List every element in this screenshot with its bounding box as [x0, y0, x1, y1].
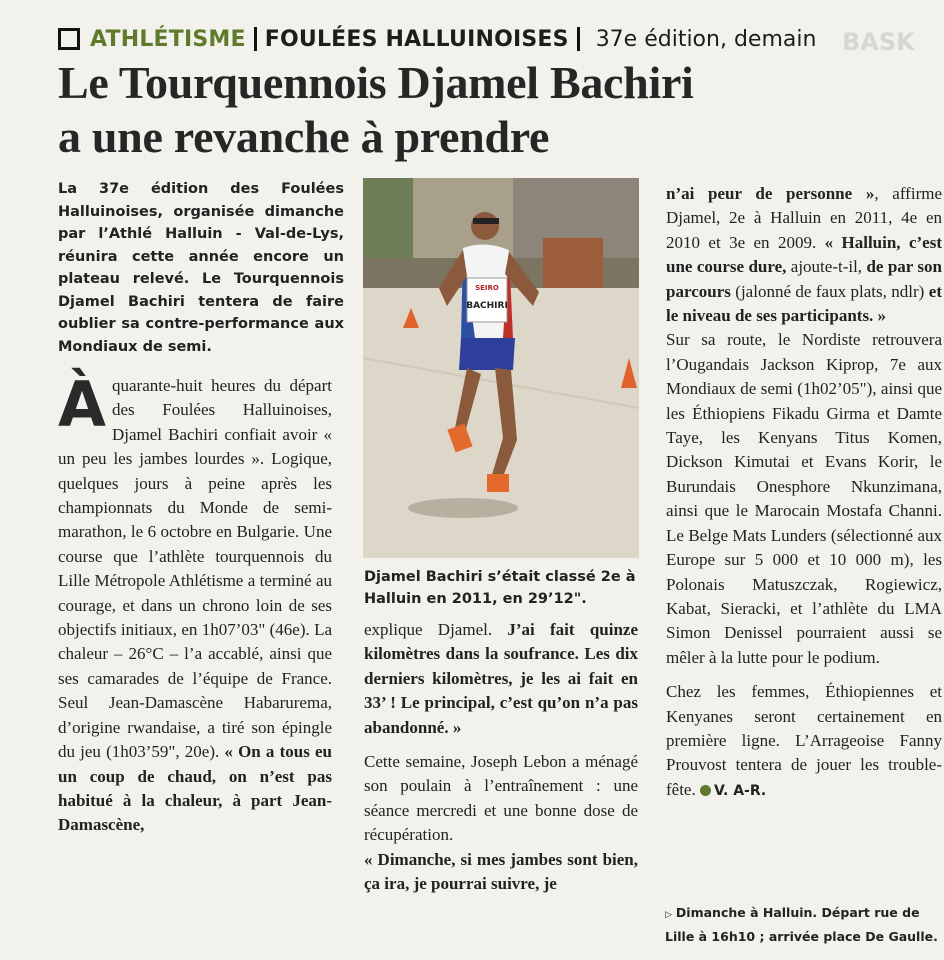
- body-text: ajoute-t-il,: [786, 257, 867, 277]
- drop-cap: À: [58, 368, 106, 441]
- section-square-icon: [58, 28, 80, 50]
- body-text: quarante-huit heures du départ des Foulées Halluinoises, Djamel Bachiri confiait avoir: [111, 376, 332, 444]
- quote-text: J’ai fait quinze kilomètres dans la soufrance. Les dix derniers kilomètres, je les ai fait en 33’ ! Le principal, c’est qu’on n’a pas abandonné. »: [364, 620, 638, 737]
- quote-text: et le niveau de ses participants. »: [666, 281, 942, 326]
- quote-text: « Halluin, c’est une course dure,: [666, 232, 942, 277]
- topic-label: FOULÉES HALLUINOISES: [264, 26, 569, 52]
- body-text: (jalonné de faux plats, ndlr): [730, 281, 929, 301]
- body-column-3: [666, 182, 942, 803]
- photo-runner: [363, 178, 639, 558]
- body-text: Cette semaine, Joseph Lebon a ménagé son poulain à l’entraînement : une séance mercredi et une bonne dose de récupération.: [364, 752, 638, 845]
- section-kicker: [58, 24, 816, 54]
- quote-text: « On a tous eu un coup de chaud, on n’est pas habitué à la chaleur, à part Jean-Damascène,: [58, 742, 332, 835]
- kicker-separator: [254, 27, 257, 51]
- body-text: . Logique, quelques jours à peine après les championnats du Monde de semi-marathon, le 6 octobre en Bulgarie. Une course que l’athlète tourquennois du Lille Métropole Athlétisme a terminé au courage, et dans un chrono loin de ses objectifs initiaux, en 1h07’03" (46e). La chaleur – 26°C – l’a accablé, ainsi que ses camarades de l’équipe de France. Seul Jean-Damascène Habarurema, d’origine rwandaise, a tiré son épingle du jeu (1h03’59", 20e).: [58, 449, 332, 762]
- signature-bullet-icon: [700, 785, 711, 796]
- body-column-1: [58, 368, 332, 838]
- quote-text: de par son parcours: [666, 257, 942, 301]
- section-label: ATHLÉTISME: [90, 26, 246, 52]
- author-signature: V. A-R.: [713, 782, 767, 799]
- bleed-through-text: BASK: [842, 28, 915, 56]
- body-text: , affirme Djamel, 2e à Halluin en 2011, 4e en 2010 et 3e en 2009.: [666, 184, 942, 252]
- edition-label: 37e édition, demain: [595, 26, 817, 52]
- lede-paragraph: La 37e édition des Foulées Halluinoises, organisée dimanche par l’Athlé Halluin - Val-de-Lys, réunira cette année encore un plateau relevé. Le Tourquennois Djamel Bachiri tentera de faire oublier sa contre-performance aux Mondiaux de semi.: [58, 181, 344, 355]
- event-info-box: [665, 902, 944, 948]
- bib-name: BACHIRI: [466, 301, 508, 311]
- event-info-text: Dimanche à Halluin. Départ rue de Lille à 16h10 ; arrivée place De Gaulle.: [665, 905, 938, 944]
- body-text: Chez les femmes, Éthiopiennes et Kenyanes seront certainement en première ligne. L’Arrageoise Fanny Prouvost tentera de jouer les trouble-fête.: [666, 682, 942, 799]
- photo-caption: Djamel Bachiri s’était classé 2e à Halluin en 2011, en 29’12".: [364, 569, 636, 607]
- quote-text: « Dimanche, si mes jambes sont bien, ça ira, je pourrai suivre, je: [364, 849, 638, 894]
- headline-line-1: Le Tourquennois Djamel Bachiri: [58, 57, 694, 108]
- body-text: explique Djamel.: [364, 620, 508, 639]
- body-text: Sur sa route, le Nordiste retrouvera l’Ougandais Jackson Kiprop, 7e aux Mondiaux de semi (1h02’05"), ainsi que les Éthiopiens Fikadu Girma et Damte Taye, les Kenyans Titus Komen, Dickson Kimutai et Evans Korir, le Burundais Onesphore Nkunzimana, ainsi que le Marocain Mostafa Channi. Le Belge Mats Lunders (sélectionné aux Europe sur 5 000 et 10 000 m), les Polonais Matuszczak, Rogiewicz, Kabat, Sieracki, et l’athlète du LMA Simon Denissel pourraient aussi se mêler à la lutte pour le podium.: [666, 330, 942, 667]
- quote-text: n’ai peur de personne »: [666, 184, 875, 203]
- bib-sponsor: SEIRO: [475, 284, 499, 292]
- headline-line-2: a une revanche à prendre: [58, 111, 550, 162]
- kicker-separator: [577, 27, 580, 51]
- runner-photo-illustration: [363, 178, 639, 558]
- headline: [58, 56, 828, 164]
- quote-text: « un peu les jambes lourdes »: [58, 424, 332, 469]
- triangle-right-icon: ▷: [665, 910, 672, 920]
- body-column-2: [364, 618, 638, 896]
